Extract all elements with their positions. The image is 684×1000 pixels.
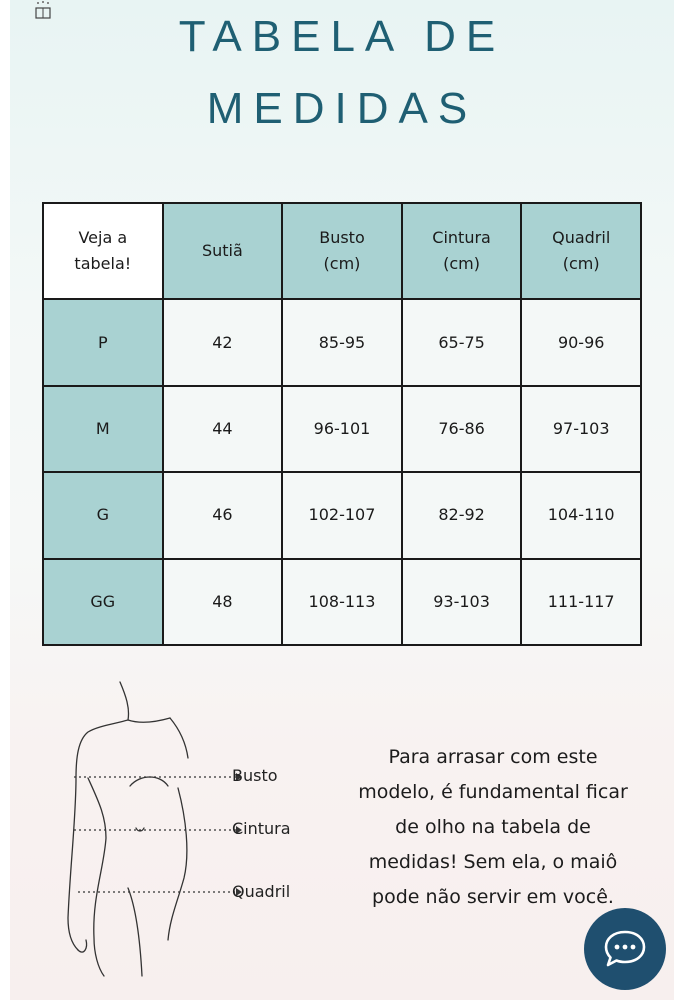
corner-line-2: tabela!	[74, 254, 132, 274]
table-row	[43, 559, 641, 645]
sutia-value: 46	[163, 472, 283, 558]
quadril-value: 104-110	[521, 472, 641, 558]
size-label: GG	[43, 559, 163, 645]
cintura-label: Cintura	[232, 819, 291, 838]
header-cintura	[402, 203, 522, 299]
quadril-value: 97-103	[521, 386, 641, 472]
sutia-value: 42	[163, 299, 283, 385]
cintura-value: 93-103	[402, 559, 522, 645]
header-quadril-unit: (cm)	[562, 254, 600, 274]
corner-cell	[43, 203, 163, 299]
chat-bubble-icon	[602, 928, 648, 970]
sutia-value: 44	[163, 386, 283, 472]
table-header-row	[43, 203, 641, 299]
size-label: P	[43, 299, 163, 385]
busto-value: 108-113	[282, 559, 402, 645]
advice-line-2: modelo, é fundamental ficar	[358, 781, 628, 803]
size-label: M	[43, 386, 163, 472]
quadril-value: 90-96	[521, 299, 641, 385]
chat-button[interactable]	[584, 908, 666, 990]
size-advice-text	[338, 740, 648, 915]
header-cintura-label: Cintura	[432, 228, 491, 248]
header-quadril	[521, 203, 641, 299]
busto-value: 102-107	[282, 472, 402, 558]
busto-value: 85-95	[282, 299, 402, 385]
table-row	[43, 299, 641, 385]
quadril-value: 111-117	[521, 559, 641, 645]
sutia-value: 48	[163, 559, 283, 645]
size-chart-page	[10, 0, 674, 1000]
cintura-value: 82-92	[402, 472, 522, 558]
advice-line-4: medidas! Sem ela, o maiô	[368, 851, 618, 873]
page-title-line-2: MEDIDAS	[206, 84, 478, 133]
advice-line-3: de olho na tabela de	[395, 816, 591, 838]
table-row	[43, 472, 641, 558]
cintura-value: 76-86	[402, 386, 522, 472]
size-table	[42, 202, 642, 646]
header-sutia	[163, 203, 283, 299]
busto-label: Busto	[232, 766, 278, 785]
header-cintura-unit: (cm)	[443, 254, 481, 274]
corner-line-1: Veja a	[78, 228, 128, 248]
busto-value: 96-101	[282, 386, 402, 472]
table-row	[43, 386, 641, 472]
size-label: G	[43, 472, 163, 558]
advice-line-5: pode não servir em você.	[372, 886, 614, 908]
quadril-label: Quadril	[232, 882, 291, 901]
advice-line-1: Para arrasar com este	[388, 746, 598, 768]
header-busto-label: Busto	[319, 228, 365, 248]
header-sutia-label: Sutiã	[201, 241, 243, 261]
cintura-value: 65-75	[402, 299, 522, 385]
header-busto	[282, 203, 402, 299]
header-quadril-label: Quadril	[552, 228, 611, 248]
page-title-line-1: TABELA DE	[178, 12, 506, 61]
header-busto-unit: (cm)	[323, 254, 361, 274]
